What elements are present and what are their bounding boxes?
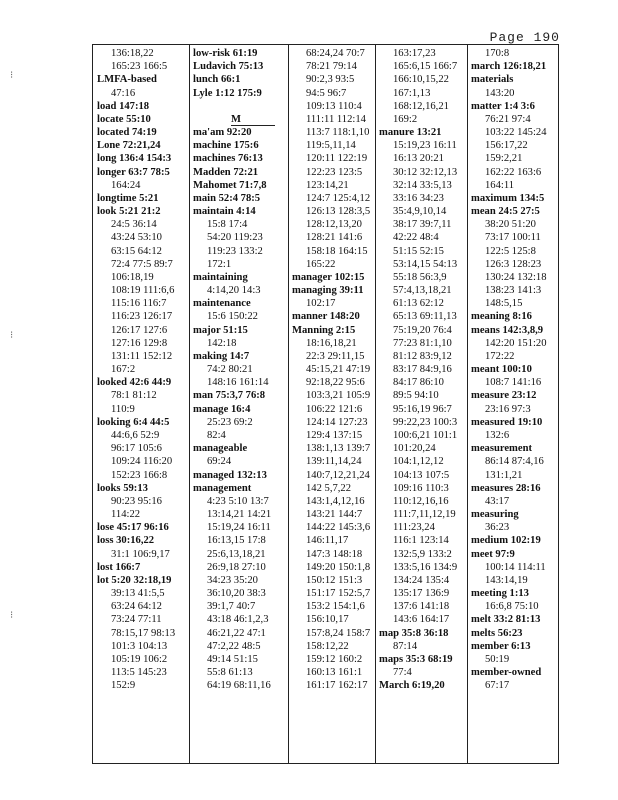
index-reference: 134:24 135:4	[393, 574, 450, 586]
index-reference: 101:20,24	[393, 443, 436, 455]
index-reference: 104:13 107:5	[393, 469, 450, 481]
index-reference: 114:22	[111, 509, 141, 521]
index-reference: 124:14 127:23	[306, 416, 368, 428]
index-reference: 161:17 162:17	[306, 680, 368, 692]
index-reference: 142:20 151:20	[485, 337, 547, 349]
index-term: materials	[471, 74, 514, 86]
index-reference: 64:19 68:11,16	[207, 680, 271, 692]
index-reference: 89:5 94:10	[393, 390, 439, 402]
index-reference: 113:5 145:23	[111, 667, 167, 679]
index-term: making 14:7	[193, 350, 250, 362]
index-term: map 35:8 36:18	[379, 627, 449, 639]
index-reference: 78:15,17 98:13	[111, 627, 176, 639]
index-reference: 148:5,15	[485, 298, 523, 310]
index-reference: 39:1,7 40:7	[207, 601, 256, 613]
index-reference: 137:6 141:18	[393, 601, 450, 613]
index-reference: 82:4	[207, 429, 226, 441]
index-frame	[92, 44, 559, 764]
index-term: lunch 66:1	[193, 74, 241, 86]
index-reference: 36:23	[485, 522, 510, 534]
index-reference: 86:14 87:4,16	[485, 456, 544, 468]
index-reference: 138:23 141:3	[485, 285, 542, 297]
index-term: Lyle 1:12 175:9	[193, 87, 262, 99]
index-reference: 39:13 41:5,5	[111, 588, 165, 600]
index-reference: 109:13 110:4	[306, 100, 362, 112]
index-term: man 75:3,7 76:8	[193, 390, 266, 402]
index-reference: 111:11 112:14	[306, 113, 366, 125]
index-column-5	[471, 47, 557, 761]
index-reference: 153:2 154:1,6	[306, 601, 365, 613]
index-reference: 157:8,24 158:7	[306, 627, 371, 639]
index-reference: 4:23 5:10 13:7	[207, 495, 269, 507]
index-reference: 25:6,13,18,21	[207, 548, 266, 560]
index-reference: 43:24 53:10	[111, 232, 162, 244]
index-term: member-owned	[471, 667, 542, 679]
index-term: look 5:21 21:2	[97, 206, 161, 218]
index-reference: 165:6,15 166:7	[393, 61, 458, 73]
index-reference: 103:22 145:24	[485, 127, 547, 139]
index-term: march 126:18,21	[471, 61, 547, 73]
index-reference: 47:16	[111, 87, 136, 99]
index-term: manageable	[193, 443, 248, 455]
index-reference: 167:1,13	[393, 87, 431, 99]
page-number: Page 190	[489, 30, 560, 45]
index-column-4	[379, 47, 465, 761]
index-reference: 139:11,14,24	[306, 456, 362, 468]
index-column-2	[193, 47, 286, 761]
index-term: maintain 4:14	[193, 206, 256, 218]
index-reference: 104:1,12,12	[393, 456, 444, 468]
index-reference: 119:23 133:2	[207, 245, 263, 257]
index-reference: 34:23 35:20	[207, 574, 258, 586]
index-reference: 143:6 164:17	[393, 614, 450, 626]
index-term: loss 30:16,22	[97, 535, 155, 547]
index-reference: 143:14,19	[485, 574, 528, 586]
index-reference: 24:5 36:14	[111, 219, 157, 231]
index-reference: 122:23 123:5	[306, 166, 363, 178]
index-reference: 43:18 46:1,2,3	[207, 614, 269, 626]
index-reference: 45:15,21 47:19	[306, 364, 371, 376]
index-reference: 122:5 125:8	[485, 245, 536, 257]
index-reference: 172:1	[207, 258, 232, 270]
index-reference: 148:16 161:14	[207, 377, 269, 389]
index-reference: 76:21 97:4	[485, 113, 531, 125]
index-term: locate 55:10	[97, 113, 151, 125]
index-reference: 35:4,9,10,14	[393, 206, 447, 218]
index-term: maintenance	[193, 298, 251, 310]
index-reference: 143:21 144:7	[306, 509, 363, 521]
index-reference: 105:19 106:2	[111, 653, 168, 665]
index-reference: 126:13 128:3,5	[306, 206, 371, 218]
index-reference: 115:16 116:7	[111, 298, 167, 310]
index-reference: 127:16 129:8	[111, 337, 168, 349]
index-reference: 38:17 39:7,11	[393, 219, 452, 231]
index-reference: 126:3 128:23	[485, 258, 542, 270]
index-reference: 99:22,23 100:3	[393, 416, 458, 428]
index-reference: 128:21 141:6	[306, 232, 363, 244]
index-reference: 4:14,20 14:3	[207, 285, 261, 297]
blank-line	[193, 100, 286, 113]
index-reference: 72:4 77:5 89:7	[111, 258, 173, 270]
index-term: located 74:19	[97, 127, 157, 139]
index-reference: 13:14,21 14:21	[207, 509, 272, 521]
index-reference: 36:10,20 38:3	[207, 588, 266, 600]
index-reference: 168:12,16,21	[393, 100, 449, 112]
index-reference: 123:14,21	[306, 179, 349, 191]
index-reference: 61:13 62:12	[393, 298, 444, 310]
index-column-1	[97, 47, 188, 761]
index-reference: 57:4,13,18,21	[393, 285, 452, 297]
index-reference: 96:17 105:6	[111, 443, 162, 455]
column-divider	[375, 45, 376, 763]
index-term: longtime 5:21	[97, 192, 159, 204]
index-term: mean 24:5 27:5	[471, 206, 540, 218]
index-reference: 172:22	[485, 350, 515, 362]
index-reference: 108:19 111:6,6	[111, 285, 175, 297]
index-term: lose 45:17 96:16	[97, 522, 169, 534]
index-term: Mahomet 71:7,8	[193, 179, 267, 191]
index-reference: 158:18 164:15	[306, 245, 368, 257]
index-reference: 109:16 110:3	[393, 482, 449, 494]
index-reference: 43:17	[485, 495, 510, 507]
index-reference: 44:6,6 52:9	[111, 429, 160, 441]
index-reference: 63:15 64:12	[111, 245, 162, 257]
index-reference: 78:1 81:12	[111, 390, 157, 402]
index-reference: 42:22 48:4	[393, 232, 439, 244]
index-term: load 147:18	[97, 100, 150, 112]
index-reference: 18:16,18,21	[306, 337, 357, 349]
margin-tick: ⁝	[10, 70, 14, 81]
index-reference: 95:16,19 96:7	[393, 403, 452, 415]
index-reference: 158:12,22	[306, 640, 349, 652]
index-reference: 133:5,16 134:9	[393, 561, 458, 573]
index-reference: 130:24 132:18	[485, 271, 547, 283]
index-term: looks 59:13	[97, 482, 148, 494]
index-reference: 162:22 163:6	[485, 166, 542, 178]
margin-tick: ⁝	[10, 610, 14, 621]
index-reference: 33:16 34:23	[393, 192, 444, 204]
index-reference: 110:12,16,16	[393, 495, 449, 507]
index-reference: 132:5,9 133:2	[393, 548, 452, 560]
index-term: managing 39:11	[292, 285, 364, 297]
index-term: major 51:15	[193, 324, 248, 336]
index-term: ma'am 92:20	[193, 127, 252, 139]
index-reference: 120:11 122:19	[306, 153, 368, 165]
index-reference: 149:20 150:1,8	[306, 561, 371, 573]
index-reference: 152:9	[111, 680, 136, 692]
index-term: lost 166:7	[97, 561, 141, 573]
index-reference: 165:22	[306, 258, 336, 270]
index-reference: 169:2	[393, 113, 418, 125]
index-reference: 49:14 51:15	[207, 653, 258, 665]
index-reference: 166:10,15,22	[393, 74, 449, 86]
index-reference: 16:13 20:21	[393, 153, 444, 165]
index-reference: 101:3 104:13	[111, 640, 168, 652]
index-reference: 151:17 152:5,7	[306, 588, 371, 600]
index-reference: 124:7 125:4,12	[306, 192, 371, 204]
index-reference: 116:1 123:14	[393, 535, 449, 547]
index-reference: 129:4 137:15	[306, 429, 363, 441]
index-reference: 81:12 83:9,12	[393, 350, 452, 362]
index-reference: 167:2	[111, 364, 136, 376]
index-reference: 84:17 86:10	[393, 377, 444, 389]
index-term: main 52:4 78:5	[193, 192, 261, 204]
index-term: Madden 72:21	[193, 166, 259, 178]
index-reference: 73:17 100:11	[485, 232, 541, 244]
index-term: measuring	[471, 509, 519, 521]
index-reference: 143:1,4,12,16	[306, 495, 365, 507]
column-divider	[467, 45, 468, 763]
index-term: medium 102:19	[471, 535, 541, 547]
index-reference: 140:7,12,21,24	[306, 469, 370, 481]
index-term: Lone 72:21,24	[97, 140, 161, 152]
index-reference: 16:13,15 17:8	[207, 535, 266, 547]
index-term: maintaining	[193, 271, 248, 283]
column-divider	[288, 45, 289, 763]
column-divider	[189, 45, 190, 763]
margin-tick: ⁝	[10, 330, 14, 341]
index-reference: 67:17	[485, 680, 510, 692]
index-reference: 87:14	[393, 640, 418, 652]
section-letter-text: M	[231, 114, 275, 126]
index-reference: 38:20 51:20	[485, 219, 536, 231]
index-term: March 6:19,20	[379, 680, 445, 692]
index-reference: 156:10,17	[306, 614, 349, 626]
index-reference: 30:12 32:12,13	[393, 166, 458, 178]
index-reference: 83:17 84:9,16	[393, 364, 452, 376]
index-reference: 78:21 79:14	[306, 61, 357, 73]
index-term: melt 33:2 81:13	[471, 614, 541, 626]
index-term: meet 97:9	[471, 548, 515, 560]
index-reference: 31:1 106:9,17	[111, 548, 170, 560]
index-reference: 65:13 69:11,13	[393, 311, 457, 323]
index-reference: 55:18 56:3,9	[393, 271, 447, 283]
index-reference: 102:17	[306, 298, 336, 310]
index-reference: 111:7,11,12,19	[393, 509, 456, 521]
index-term: Manning 2:15	[292, 324, 356, 336]
index-term: longer 63:7 78:5	[97, 166, 170, 178]
index-reference: 68:24,24 70:7	[306, 48, 365, 59]
index-term: looked 42:6 44:9	[97, 377, 172, 389]
index-reference: 109:24 116:20	[111, 456, 173, 468]
index-reference: 159:12 160:2	[306, 653, 363, 665]
index-term: maximum 134:5	[471, 192, 545, 204]
index-term: management	[193, 482, 252, 494]
index-term: measures 28:16	[471, 482, 541, 494]
index-term: maps 35:3 68:19	[379, 653, 453, 665]
index-reference: 160:13 161:1	[306, 667, 363, 679]
index-reference: 144:22 145:3,6	[306, 522, 371, 534]
index-term: means 142:3,8,9	[471, 324, 544, 336]
index-reference: 50:19	[485, 653, 510, 665]
index-reference: 15:8 17:4	[207, 219, 248, 231]
index-reference: 92:18,22 95:6	[306, 377, 365, 389]
index-term: meeting 1:13	[471, 588, 529, 600]
index-reference: 142:18	[207, 337, 237, 349]
index-reference: 116:23 126:17	[111, 311, 173, 323]
index-reference: 126:17 127:6	[111, 324, 168, 336]
index-reference: 142 5,7,22	[306, 482, 352, 494]
index-term: manner 148:20	[292, 311, 360, 323]
index-term: measurement	[471, 443, 532, 455]
index-reference: 103:3,21 105:9	[306, 390, 371, 402]
index-reference: 150:12 151:3	[306, 574, 363, 586]
index-term: long 136:4 154:3	[97, 153, 172, 165]
index-reference: 90:23 95:16	[111, 495, 162, 507]
index-term: manage 16:4	[193, 403, 251, 415]
index-term: meant 100:10	[471, 364, 532, 376]
index-term: LMFA-based	[97, 74, 157, 86]
index-reference: 51:15 52:15	[393, 245, 444, 257]
index-reference: 152:23 166:8	[111, 469, 168, 481]
index-reference: 138:1,13 139:7	[306, 443, 371, 455]
index-term: manure 13:21	[379, 127, 442, 139]
index-term: lot 5:20 32:18,19	[97, 574, 172, 586]
index-reference: 55:8 61:13	[207, 667, 253, 679]
index-column-3	[292, 47, 374, 761]
index-term: meaning 8:16	[471, 311, 532, 323]
index-term: measure 23:12	[471, 390, 537, 402]
index-reference: 135:17 136:9	[393, 588, 450, 600]
index-reference: 32:14 33:5,13	[393, 179, 452, 191]
index-term: machine 175:6	[193, 140, 259, 152]
index-reference: 47:2,22 48:5	[207, 640, 261, 652]
index-reference: 108:7 141:16	[485, 377, 542, 389]
index-reference: 111:23,24	[393, 522, 435, 534]
index-reference: 110:9	[111, 403, 135, 415]
index-reference: 146:11,17	[306, 535, 349, 547]
index-reference: 128:12,13,20	[306, 219, 362, 231]
index-reference: 94:5 96:7	[306, 87, 347, 99]
index-reference: 106:18,19	[111, 271, 154, 283]
index-reference: 100:14 114:11	[485, 561, 546, 573]
index-reference: 131:1,21	[485, 469, 523, 481]
index-reference: 143:20	[485, 87, 515, 99]
index-reference: 163:17,23	[393, 48, 436, 59]
index-reference: 15:19,24 16:11	[207, 522, 271, 534]
section-letter	[193, 113, 286, 126]
index-term: manager 102:15	[292, 271, 365, 283]
index-reference: 22:3 29:11,15	[306, 350, 365, 362]
index-reference: 156:17,22	[485, 140, 528, 152]
index-reference: 131:11 152:12	[111, 350, 173, 362]
index-term: matter 1:4 3:6	[471, 100, 535, 112]
index-reference: 15:6 150:22	[207, 311, 258, 323]
index-reference: 15:19,23 16:11	[393, 140, 457, 152]
index-reference: 74:2 80:21	[207, 364, 253, 376]
index-reference: 100:6,21 101:1	[393, 429, 458, 441]
index-term: melts 56:23	[471, 627, 523, 639]
index-term: low-risk 61:19	[193, 48, 258, 59]
index-reference: 46:21,22 47:1	[207, 627, 266, 639]
index-reference: 165:23 166:5	[111, 61, 168, 73]
index-reference: 90:2,3 93:5	[306, 74, 355, 86]
index-reference: 73:24 77:11	[111, 614, 162, 626]
index-reference: 77:23 81:1,10	[393, 337, 452, 349]
index-reference: 53:14,15 54:13	[393, 258, 458, 270]
index-reference: 113:7 118:1,10	[306, 127, 370, 139]
index-reference: 159:2,21	[485, 153, 523, 165]
index-term: machines 76:13	[193, 153, 263, 165]
index-reference: 136:18,22	[111, 48, 154, 59]
index-reference: 25:23 69:2	[207, 416, 253, 428]
index-reference: 63:24 64:12	[111, 601, 162, 613]
index-reference: 106:22 121:6	[306, 403, 363, 415]
index-term: Ludavich 75:13	[193, 61, 264, 73]
index-reference: 132:6	[485, 429, 510, 441]
index-reference: 164:11	[485, 179, 515, 191]
index-term: looking 6:4 44:5	[97, 416, 170, 428]
index-reference: 170:8	[485, 48, 510, 59]
index-reference: 54:20 119:23	[207, 232, 263, 244]
index-term: measured 19:10	[471, 416, 543, 428]
index-reference: 147:3 148:18	[306, 548, 363, 560]
index-reference: 23:16 97:3	[485, 403, 531, 415]
index-term: member 6:13	[471, 640, 531, 652]
index-reference: 26:9,18 27:10	[207, 561, 266, 573]
index-reference: 77:4	[393, 667, 412, 679]
index-reference: 164:24	[111, 179, 141, 191]
index-reference: 16:6,8 75:10	[485, 601, 539, 613]
index-reference: 69:24	[207, 456, 232, 468]
index-reference: 119:5,11,14	[306, 140, 356, 152]
index-term: managed 132:13	[193, 469, 267, 481]
index-reference: 75:19,20 76:4	[393, 324, 452, 336]
